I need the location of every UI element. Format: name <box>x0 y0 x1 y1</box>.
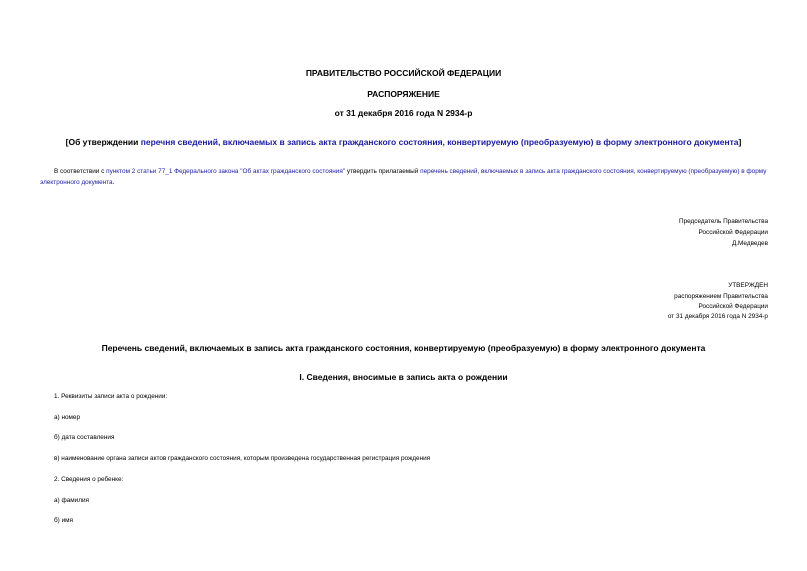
title-bracket-open: [Об утверждении <box>65 137 141 147</box>
intro-text-3: утвердить прилагаемый <box>345 168 421 175</box>
list-item: 2. Сведения о ребенке: <box>54 476 124 483</box>
law-article-link[interactable]: пунктом 2 статьи 77_1 <box>106 168 173 175</box>
section-1-title: I. Сведения, вносимые в запись акта о рождении <box>299 372 508 382</box>
signature-title: Председатель Правительства <box>679 218 768 225</box>
document-date-number: от 31 декабря 2016 года N 2934-р <box>334 108 473 118</box>
signature-name: Д.Медведев <box>731 240 768 247</box>
list-title: Перечень сведений, включаемых в запись акта гражданского состояния, конвертируемую (преобразуемую) в форму электронного документа <box>101 343 706 353</box>
federal-law-link[interactable]: Федерального закона "Об актах гражданского состояния" <box>174 168 346 175</box>
signature-country: Российской Федерации <box>698 229 768 236</box>
document-title <box>0 137 807 147</box>
title-link[interactable]: перечня сведений, включаемых в запись акта гражданского состояния, конвертируемую (преобразуемую) в форму электронного документа <box>140 137 739 147</box>
intro-text-4: . <box>112 179 115 186</box>
list-item: в) наименование органа записи актов гражданского состояния, которым произведена государственная регистрация рождения <box>54 455 431 462</box>
approved-label: УТВЕРЖДЕН <box>728 282 768 289</box>
intro-paragraph <box>40 166 770 188</box>
approved-by: распоряжением Правительства <box>674 293 768 300</box>
list-item: а) фамилия <box>54 497 89 504</box>
list-item: 1. Реквизиты записи акта о рождении: <box>54 393 168 400</box>
list-item: а) номер <box>54 414 81 421</box>
approved-date: от 31 декабря 2016 года N 2934-р <box>667 313 768 320</box>
list-item: б) дата составления <box>54 434 115 441</box>
government-heading: ПРАВИТЕЛЬСТВО РОССИЙСКОЙ ФЕДЕРАЦИИ <box>305 68 502 78</box>
title-bracket-close: ] <box>738 137 742 147</box>
approved-country: Российской Федерации <box>698 303 768 310</box>
list-link[interactable]: перечень сведений, включаемых в запись акта гражданского состояния, конвертируемую (преобразуемую) в форму электронного документа <box>40 168 767 186</box>
list-item: б) имя <box>54 517 73 524</box>
intro-text-1: В соответствии с <box>54 168 107 175</box>
document-type: РАСПОРЯЖЕНИЕ <box>367 89 440 99</box>
